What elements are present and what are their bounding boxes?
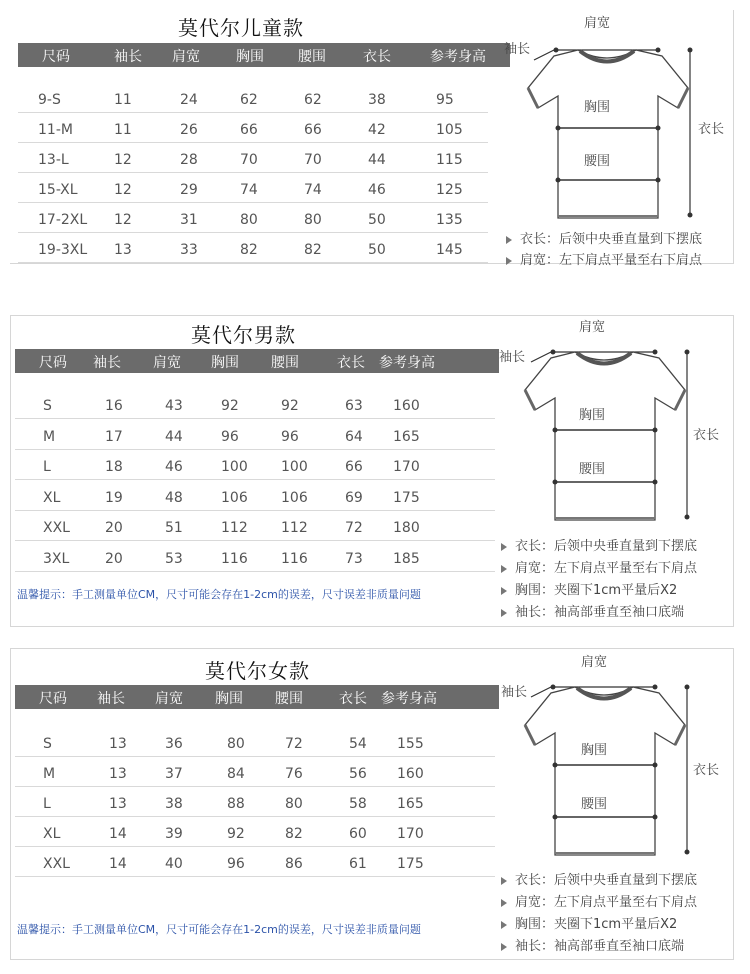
table-row [18, 208, 488, 233]
table-cell: 12 [114, 152, 132, 168]
label-chest: 胸围 [584, 100, 611, 115]
table-cell: 11 [114, 122, 132, 138]
table-cell: 74 [304, 182, 322, 198]
note-sleeve: 袖长：袖高部垂直至袖口底端 [501, 935, 684, 954]
table-cell: 13 [109, 736, 127, 752]
col-height: 参考身高 [381, 691, 437, 707]
table-cell: 92 [227, 826, 245, 842]
label-chest: 胸围 [581, 743, 608, 758]
table-row [15, 792, 495, 817]
table-cell: 175 [393, 489, 420, 506]
col-waist: 腰围 [275, 691, 303, 707]
label-length: 衣长 [693, 763, 720, 778]
table-cell: 14 [109, 856, 127, 872]
table-cell: 92 [221, 398, 239, 414]
table-cell: 17-2XL [38, 212, 88, 228]
table-cell: 73 [345, 550, 363, 567]
note-shoulder: 肩宽：左下肩点平量至右下肩点 [501, 557, 697, 576]
table-cell: 66 [345, 459, 363, 475]
table-cell: 13 [109, 766, 127, 782]
table-cell: 58 [349, 796, 367, 812]
arrow-icon [501, 543, 507, 551]
col-size: 尺码 [42, 49, 70, 65]
col-chest: 胸围 [211, 355, 239, 371]
table-cell: 20 [105, 520, 123, 536]
table-cell: 48 [165, 489, 183, 506]
table-cell: 116 [221, 550, 248, 567]
table-cell: S [43, 736, 52, 752]
table-cell: 96 [227, 856, 245, 872]
note-shoulder: 肩宽：左下肩点平量至右下肩点 [506, 249, 702, 268]
table-cell: 160 [397, 766, 424, 782]
table-cell: 155 [397, 736, 424, 752]
note-chest: 胸围：夹圈下1cm平量后X2 [501, 913, 677, 932]
label-waist: 腰围 [581, 797, 608, 812]
table-cell: 12 [114, 182, 132, 198]
table-cell: 66 [240, 122, 258, 138]
table-cell: 12 [114, 212, 132, 228]
table-cell: M [43, 428, 56, 445]
table-cell: 80 [304, 212, 322, 228]
women-table-header [15, 685, 499, 709]
table-cell: 56 [349, 766, 367, 782]
table-cell: 38 [165, 796, 183, 812]
col-shoulder: 肩宽 [155, 691, 183, 707]
table-row [15, 762, 495, 787]
table-cell: 125 [436, 182, 463, 198]
table-cell: 86 [285, 856, 303, 872]
col-sleeve: 袖长 [114, 49, 142, 65]
table-cell: 42 [368, 122, 386, 138]
col-size: 尺码 [39, 691, 67, 707]
col-length: 衣长 [363, 49, 391, 65]
table-cell: 82 [304, 242, 322, 258]
table-cell: 170 [393, 459, 420, 475]
table-row [15, 486, 495, 511]
table-cell: 20 [105, 550, 123, 567]
table-row [18, 118, 488, 143]
table-cell: 112 [221, 520, 248, 536]
table-cell: 51 [165, 520, 183, 536]
col-length: 衣长 [337, 355, 365, 371]
table-cell: 46 [165, 459, 183, 475]
table-row [15, 732, 495, 757]
col-size: 尺码 [39, 355, 67, 371]
table-cell: 72 [285, 736, 303, 752]
table-cell: 106 [281, 489, 308, 506]
table-cell: 112 [281, 520, 308, 536]
table-cell: 44 [368, 152, 386, 168]
table-row [15, 822, 495, 847]
table-cell: 36 [165, 736, 183, 752]
table-cell: 62 [240, 92, 258, 108]
table-cell: 116 [281, 550, 308, 567]
label-shoulder: 肩宽 [579, 320, 606, 335]
label-chest: 胸围 [579, 408, 606, 423]
table-cell: 175 [397, 856, 424, 872]
men-table-header [15, 349, 499, 373]
table-cell: 95 [436, 92, 454, 108]
table-cell: 43 [165, 398, 183, 414]
table-cell: 72 [345, 520, 363, 536]
table-cell: 100 [221, 459, 248, 475]
col-waist: 腰围 [271, 355, 299, 371]
table-cell: 11 [114, 92, 132, 108]
arrow-icon [501, 943, 507, 951]
table-row [15, 516, 495, 541]
table-cell: 61 [349, 856, 367, 872]
table-cell: 44 [165, 428, 183, 445]
table-cell: 74 [240, 182, 258, 198]
col-length: 衣长 [339, 691, 367, 707]
table-cell: 165 [397, 796, 424, 812]
arrow-icon [501, 565, 507, 573]
table-cell: 19 [105, 489, 123, 506]
table-cell: 33 [180, 242, 198, 258]
table-cell: 80 [285, 796, 303, 812]
table-row [18, 88, 488, 113]
table-cell: 50 [368, 212, 386, 228]
table-cell: 37 [165, 766, 183, 782]
men-title: 莫代尔男款 [191, 323, 296, 347]
note-length: 衣长：后领中央垂直量到下摆底 [506, 228, 702, 247]
table-cell: XL [43, 826, 61, 842]
arrow-icon [501, 921, 507, 929]
table-row [15, 394, 495, 419]
table-cell: 28 [180, 152, 198, 168]
note-sleeve: 袖长：袖高部垂直至袖口底端 [501, 601, 684, 620]
kids-size-panel [10, 10, 734, 268]
note-length: 衣长：后领中央垂直量到下摆底 [501, 869, 697, 888]
table-cell: 165 [393, 428, 420, 445]
table-cell: 80 [240, 212, 258, 228]
table-cell: 115 [436, 152, 463, 168]
table-row [15, 425, 495, 450]
table-cell: 9-S [38, 92, 61, 108]
arrow-icon [506, 236, 512, 244]
table-cell: 26 [180, 122, 198, 138]
table-cell: 29 [180, 182, 198, 198]
women-size-panel [10, 648, 734, 960]
arrow-icon [506, 257, 512, 265]
table-cell: 160 [393, 398, 420, 414]
table-cell: 24 [180, 92, 198, 108]
table-cell: 92 [281, 398, 299, 414]
arrow-icon [501, 877, 507, 885]
table-cell: L [43, 796, 51, 812]
table-cell: 63 [345, 398, 363, 414]
table-cell: 17 [105, 428, 123, 445]
table-cell: 100 [281, 459, 308, 475]
table-cell: 19-3XL [38, 242, 88, 258]
col-sleeve: 袖长 [97, 691, 125, 707]
label-sleeve: 袖长 [499, 350, 526, 365]
label-sleeve: 袖长 [501, 685, 528, 700]
measure-tip: 温馨提示：手工测量单位CM，尺寸可能会存在1-2cm的误差，尺寸误差非质量问题 [17, 588, 421, 601]
table-cell: 40 [165, 856, 183, 872]
col-height: 参考身高 [430, 49, 486, 65]
table-cell: 70 [240, 152, 258, 168]
table-cell: 46 [368, 182, 386, 198]
table-cell: 96 [221, 428, 239, 445]
table-cell: 38 [368, 92, 386, 108]
table-cell: 82 [240, 242, 258, 258]
table-row [18, 238, 488, 263]
table-row [15, 455, 495, 480]
table-cell: 3XL [43, 550, 70, 567]
table-cell: S [43, 398, 52, 414]
table-cell: 11-M [38, 122, 73, 138]
table-cell: 70 [304, 152, 322, 168]
table-cell: 96 [281, 428, 299, 445]
table-cell: 80 [227, 736, 245, 752]
table-cell: 76 [285, 766, 303, 782]
col-chest: 胸围 [236, 49, 264, 65]
table-cell: L [43, 459, 51, 475]
table-cell: 50 [368, 242, 386, 258]
table-cell: 69 [345, 489, 363, 506]
table-cell: 13 [109, 796, 127, 812]
table-cell: 14 [109, 826, 127, 842]
table-cell: 185 [393, 550, 420, 567]
col-shoulder: 肩宽 [153, 355, 181, 371]
table-cell: 105 [436, 122, 463, 138]
col-shoulder: 肩宽 [172, 49, 200, 65]
kids-title: 莫代尔儿童款 [178, 16, 304, 40]
table-cell: 66 [304, 122, 322, 138]
arrow-icon [501, 609, 507, 617]
label-length: 衣长 [693, 428, 720, 443]
table-cell: 53 [165, 550, 183, 567]
table-row [15, 852, 495, 877]
table-cell: 13 [114, 242, 132, 258]
table-cell: XXL [43, 520, 70, 536]
col-chest: 胸围 [215, 691, 243, 707]
table-row [18, 178, 488, 203]
label-waist: 腰围 [584, 154, 611, 169]
table-cell: 31 [180, 212, 198, 228]
arrow-icon [501, 587, 507, 595]
label-waist: 腰围 [579, 462, 606, 477]
col-waist: 腰围 [298, 49, 326, 65]
table-row [15, 547, 495, 572]
table-cell: 15-XL [38, 182, 78, 198]
measure-tip: 温馨提示：手工测量单位CM，尺寸可能会存在1-2cm的误差，尺寸误差非质量问题 [17, 923, 421, 936]
table-cell: 62 [304, 92, 322, 108]
table-cell: XL [43, 489, 61, 506]
kids-table-header [18, 43, 510, 67]
label-sleeve: 袖长 [504, 42, 531, 57]
table-cell: 54 [349, 736, 367, 752]
label-shoulder: 肩宽 [581, 655, 608, 670]
women-title: 莫代尔女款 [205, 659, 310, 683]
note-shoulder: 肩宽：左下肩点平量至右下肩点 [501, 891, 697, 910]
table-cell: 16 [105, 398, 123, 414]
table-cell: 39 [165, 826, 183, 842]
men-size-panel [10, 315, 734, 627]
table-row [18, 148, 488, 173]
table-cell: 64 [345, 428, 363, 445]
table-cell: XXL [43, 856, 70, 872]
table-cell: 13-L [38, 152, 69, 168]
col-sleeve: 袖长 [93, 355, 121, 371]
table-cell: 145 [436, 242, 463, 258]
table-cell: 106 [221, 489, 248, 506]
table-cell: 18 [105, 459, 123, 475]
arrow-icon [501, 899, 507, 907]
label-shoulder: 肩宽 [584, 16, 611, 31]
table-cell: 60 [349, 826, 367, 842]
table-cell: 82 [285, 826, 303, 842]
table-cell: 170 [397, 826, 424, 842]
table-cell: 180 [393, 520, 420, 536]
col-height: 参考身高 [379, 355, 435, 371]
table-cell: M [43, 766, 56, 782]
table-cell: 135 [436, 212, 463, 228]
table-cell: 84 [227, 766, 245, 782]
table-cell: 88 [227, 796, 245, 812]
label-length: 衣长 [698, 122, 725, 137]
note-chest: 胸围：夹圈下1cm平量后X2 [501, 579, 677, 598]
note-length: 衣长：后领中央垂直量到下摆底 [501, 535, 697, 554]
